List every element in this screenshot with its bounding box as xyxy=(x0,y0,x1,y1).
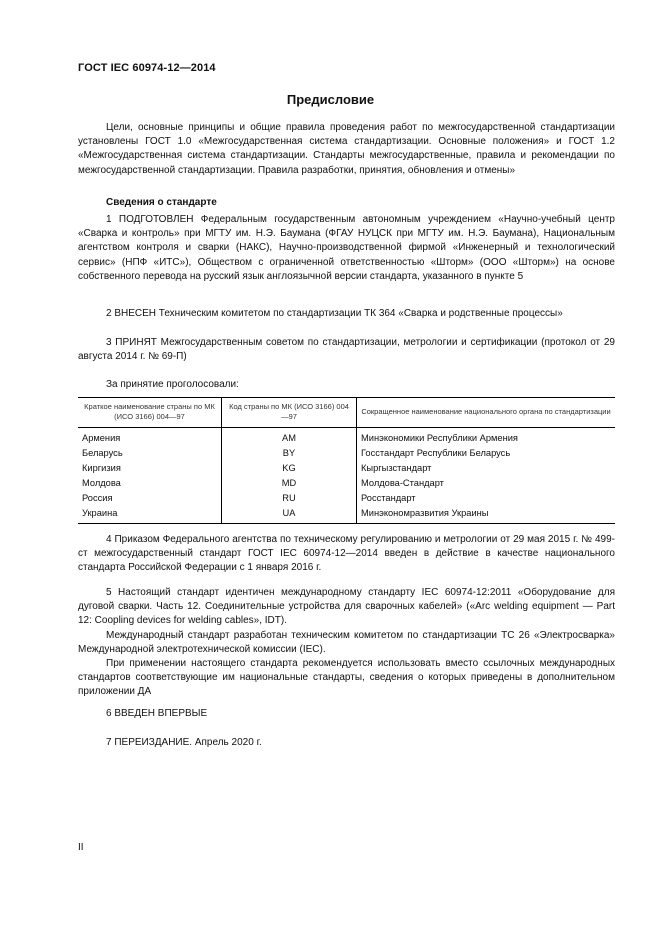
country-name: Молдова xyxy=(82,478,121,488)
page-title: Предисловие xyxy=(286,92,375,107)
country-name: Армения xyxy=(82,433,121,443)
country-code: UA xyxy=(222,506,357,524)
paragraph-6 xyxy=(78,707,615,721)
standards-body: Росстандарт xyxy=(357,491,616,506)
country-name: Украина xyxy=(78,506,222,524)
table-header-code: Код страны по МК (ИСО 3166) 004—97 xyxy=(222,398,357,428)
paragraph-5c-text: При применении настоящего стандарта рекомендуется использовать вместо ссылочных международных стандартов соответствующие им национальные стандарты, сведения о которых приведены в дополнительном приложении ДА xyxy=(78,658,615,698)
standards-body: Госстандарт Республики Беларусь xyxy=(357,446,616,461)
standards-body: Минэкономики Республики Армения xyxy=(357,428,616,447)
country-code: MD xyxy=(222,476,357,491)
paragraph-3 xyxy=(78,336,615,364)
info-heading xyxy=(78,196,615,210)
paragraph-5b-text: Международный стандарт разработан техническим комитетом по стандартизации TC 26 «Электросварка» Международной электротехнической комиссии (IEC). xyxy=(78,629,615,655)
standards-body: Минэкономразвития Украины xyxy=(357,506,616,524)
table-row xyxy=(78,506,615,524)
standards-body: Молдова-Стандарт xyxy=(357,476,616,491)
paragraph-6-text: 6 ВВЕДЕН ВПЕРВЫЕ xyxy=(106,708,208,719)
country-code: AM xyxy=(222,428,357,447)
document-header: ГОСТ IEC 60974-12—2014 xyxy=(78,62,216,74)
country-name: Беларусь xyxy=(82,448,123,458)
table-row xyxy=(78,446,615,461)
table-header-country: Краткое наименование страны по МК (ИСО 3166) 004—97 xyxy=(78,398,222,428)
paragraph-1-text: 1 ПОДГОТОВЛЕН Федеральным государственным автономным учреждением «Научно-учебный центр «Сварка и контроль» при МГТУ им. Н.Э. Баумана (ФГАУ НУЦСК при МГТУ им. Н.Э. Баумана), Национальным агентством контроля и сварки (НАКС), Научно-производственной фирмой «Инженерный и технологический сервис» (НПФ «ИТС»), Обществом с ограниченной ответственностью «Шторм» (ООО «Шторм») на основе собственного перевода на русский язык англоязычной версии стандарта, указанного в пункте 5 xyxy=(78,214,615,282)
table-header-body: Сокращенное наименование национального органа по стандартизации xyxy=(357,398,616,428)
paragraph-5 xyxy=(78,586,615,700)
paragraph-7 xyxy=(78,736,615,750)
table-header-row xyxy=(78,398,615,428)
intro-paragraph xyxy=(78,121,615,178)
page-number: II xyxy=(78,842,84,853)
table-row xyxy=(78,491,615,506)
country-name: Киргизия xyxy=(82,463,121,473)
voted-label xyxy=(78,378,615,392)
country-code: BY xyxy=(222,446,357,461)
paragraph-5a-text: 5 Настоящий стандарт идентичен международному стандарту IEC 60974-12:2011 «Оборудование для дуговой сварки. Часть 12. Соединительные устройства для сварочных кабелей» («Arc welding equipment — Part 12: Coopling devices for welding cables», IDT). xyxy=(78,587,615,627)
intro-text: Цели, основные принципы и общие правила проведения работ по межгосударственной стандартизации установлены ГОСТ 1.0 «Межгосударственная система стандартизации. Основные положения» и ГОСТ 1.2 «Межгосударственная система стандартизации. Стандарты межгосударственные, правила и рекомендации по межгосударственной стандартизации. Правила разработки, принятия, обновления и отмены» xyxy=(78,122,615,176)
paragraph-2 xyxy=(78,307,615,321)
country-code: KG xyxy=(222,461,357,476)
paragraph-1 xyxy=(78,213,615,284)
paragraph-7-text: 7 ПЕРЕИЗДАНИЕ. Апрель 2020 г. xyxy=(106,737,262,748)
paragraph-3-text: 3 ПРИНЯТ Межгосударственным советом по стандартизации, метрологии и сертификации (протокол от 29 августа 2014 г. № 69-П) xyxy=(78,337,615,363)
table-row xyxy=(78,428,615,447)
country-name: Россия xyxy=(82,493,113,503)
paragraph-2-text: 2 ВНЕСЕН Техническим комитетом по стандартизации ТК 364 «Сварка и родственные процессы» xyxy=(106,308,563,319)
paragraph-4-text: 4 Приказом Федерального агентства по техническому регулированию и метрологии от 29 мая 2015 г. № 499-ст межгосударственный стандарт ГОСТ IEC 60974-12—2014 введен в действие в качестве национального стандарта Российской Федерации с 1 января 2016 г. xyxy=(78,534,615,574)
voted-label-text: За принятие проголосовали: xyxy=(106,379,239,390)
info-heading-text: Сведения о стандарте xyxy=(106,197,217,208)
paragraph-4 xyxy=(78,533,615,576)
table-row xyxy=(78,476,615,491)
member-countries-table xyxy=(78,397,615,524)
country-code: RU xyxy=(222,491,357,506)
standards-body: Кыргызстандарт xyxy=(357,461,616,476)
table-row xyxy=(78,461,615,476)
